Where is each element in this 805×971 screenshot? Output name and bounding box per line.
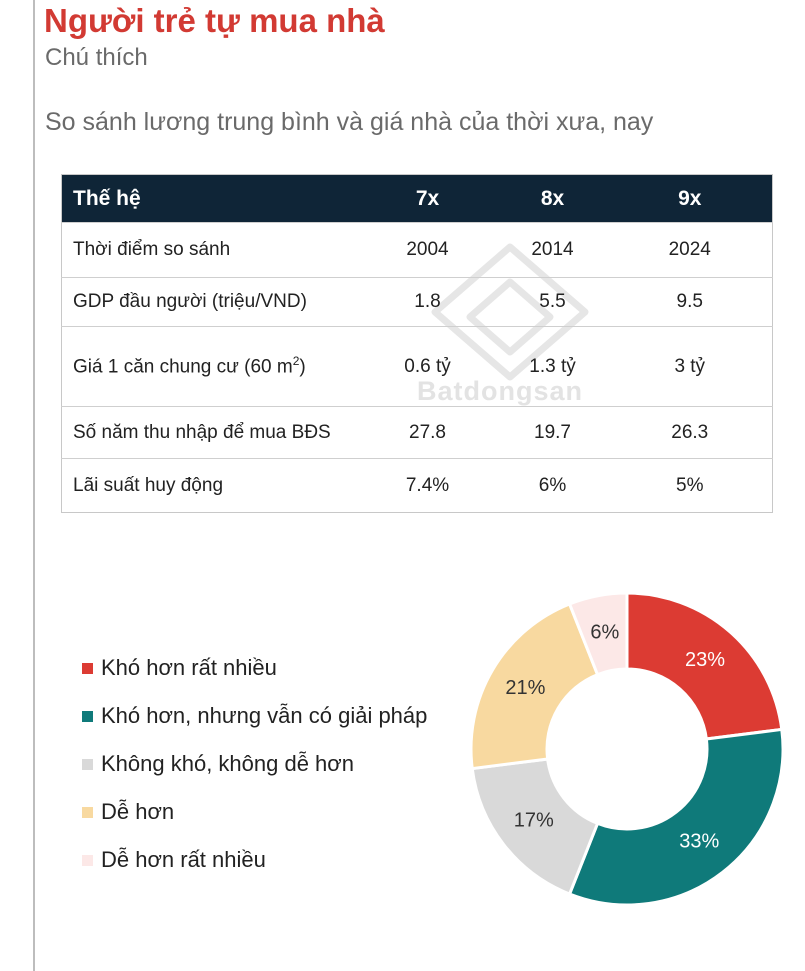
slice-label: 6% <box>590 621 620 644</box>
column-header: 8x <box>540 186 565 210</box>
table-cell: 26.3 <box>608 407 773 459</box>
donut-slice <box>570 729 783 905</box>
row-label-main: Giá 1 căn chung cư (60 m <box>73 356 293 378</box>
slice-label: 17% <box>513 809 554 832</box>
table-cell: 7.4% <box>358 459 498 513</box>
row-label: GDP đầu người (triệu/VND) <box>62 278 358 327</box>
legend-label: Khó hơn, nhưng vẫn có giải pháp <box>101 703 428 728</box>
watermark-text: Batdongsan <box>417 376 584 406</box>
legend-label: Không khó, không dễ hơn <box>101 751 354 776</box>
column-header: 9x <box>678 186 702 210</box>
table-cell: 9.5 <box>608 278 773 327</box>
table-cell: 1.3 tỷ <box>498 327 608 407</box>
page-title: Người trẻ tự mua nhà <box>44 2 385 39</box>
table-cell: 2014 <box>498 223 608 278</box>
row-label: Thời điểm so sánh <box>62 223 358 278</box>
row-label: Số năm thu nhập để mua BĐS <box>62 407 358 459</box>
slice-label: 33% <box>679 830 720 853</box>
row-label-superscript: 2 <box>292 354 300 369</box>
legend-label: Dễ hơn <box>101 799 175 824</box>
caption-text: Chú thích <box>45 44 148 71</box>
table-cell: 19.7 <box>498 407 608 459</box>
slice-label: 23% <box>685 648 726 671</box>
table-cell: 1.8 <box>358 278 498 327</box>
table-cell: 6% <box>498 459 608 513</box>
table-cell: 3 tỷ <box>608 327 773 407</box>
table-subtitle: So sánh lương trung bình và giá nhà của thời xưa, nay <box>45 108 654 136</box>
legend-label: Khó hơn rất nhiều <box>101 655 277 680</box>
slice-label: 21% <box>505 677 546 700</box>
column-header: Thế hệ <box>73 186 141 210</box>
table-cell: 2024 <box>608 223 773 278</box>
table-cell: 0.6 tỷ <box>358 327 498 407</box>
row-label-tail: ) <box>299 356 306 378</box>
column-header: 7x <box>415 186 440 210</box>
legend-label: Dễ hơn rất nhiều <box>101 847 266 872</box>
table-cell: 5.5 <box>498 278 608 327</box>
table-cell: 27.8 <box>358 407 498 459</box>
row-label: Lãi suất huy động <box>62 459 358 513</box>
table-cell: 2004 <box>358 223 498 278</box>
table-cell: 5% <box>608 459 773 513</box>
